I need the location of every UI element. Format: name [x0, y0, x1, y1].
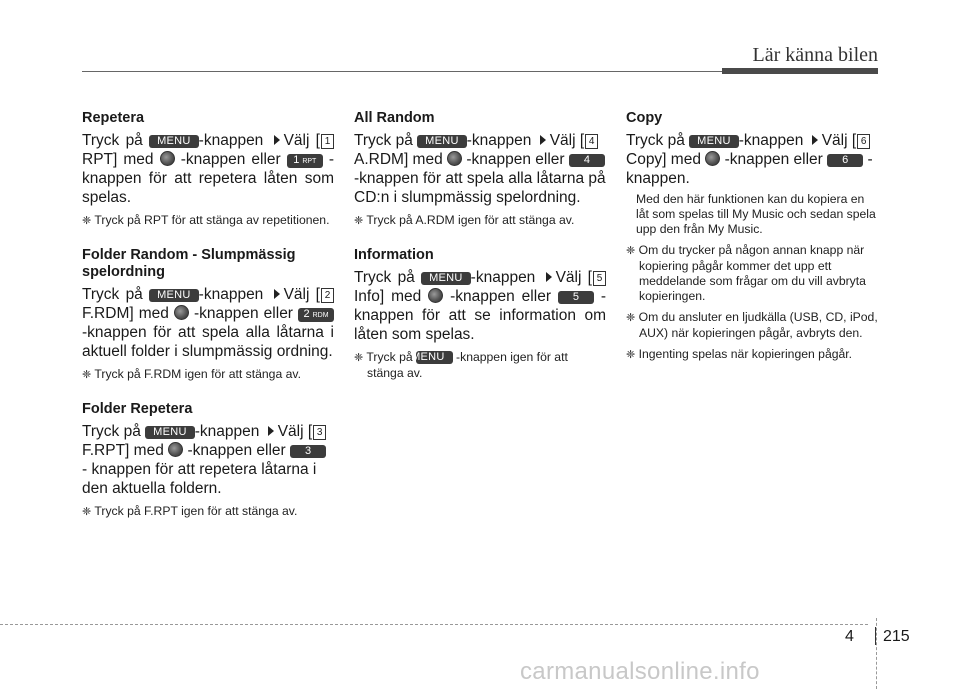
copy-description: Med den här funktionen kan du kopiera en låt som spelas till My Music och sedan spela upp den från My Music. — [636, 192, 876, 236]
text: - — [82, 461, 88, 478]
arrow-right-icon — [268, 426, 274, 436]
note-folder-repetera — [82, 504, 334, 520]
column-1 — [82, 110, 334, 520]
note-copy-1 — [626, 243, 878, 304]
page-number-separator — [875, 627, 876, 645]
text: -knappen för att spela alla låtarna på CD:n i slumpmässig spelordning. — [354, 170, 606, 206]
instruction-folder-random — [82, 285, 334, 361]
button-sub: RDM — [312, 312, 329, 319]
note-text: Tryck på — [366, 350, 413, 364]
arrow-right-icon — [546, 272, 552, 282]
text: knappen. — [626, 170, 690, 187]
instruction-information — [354, 268, 606, 344]
text: Välj [ — [555, 269, 592, 286]
text: -knappen eller — [194, 305, 293, 322]
text: Tryck på — [82, 286, 143, 303]
menu-button-icon: MENU — [421, 272, 471, 285]
tune-knob-icon — [705, 151, 720, 166]
note-repetera — [82, 213, 334, 229]
text: Tryck på — [626, 132, 685, 149]
boxed-number-icon: 4 — [585, 134, 598, 149]
text: -knappen — [466, 132, 532, 149]
section-title-folder-random: Folder Random - Slumpmässig spelordning — [82, 247, 296, 280]
text: - — [867, 151, 873, 168]
button-3-icon: 3 — [290, 445, 326, 458]
text: knappen för att repetera låtarna i den aktuella foldern. — [82, 461, 317, 497]
text: -knappen eller — [724, 151, 823, 168]
text: RPT] med — [82, 151, 154, 168]
instruction-all-random — [354, 131, 606, 207]
note-copy-3 — [626, 347, 878, 363]
menu-button-icon: MENU — [417, 135, 467, 148]
section-title-repetera: Repetera — [82, 110, 145, 126]
arrow-right-icon — [274, 289, 280, 299]
text: -knappen — [198, 286, 264, 303]
boxed-number-icon: 6 — [857, 134, 870, 149]
note-text: Tryck på F.RDM igen för att stänga av. — [94, 367, 301, 381]
note-mark-icon: ❈ — [626, 349, 636, 361]
section-title-all-random: All Random — [354, 110, 435, 126]
menu-button-icon: MENU — [149, 135, 199, 148]
text: Tryck på — [82, 132, 143, 149]
menu-button-icon: MENU — [149, 289, 199, 302]
arrow-right-icon — [274, 135, 280, 145]
note-mark-icon: ❈ — [82, 369, 92, 381]
text: F.RDM] med — [82, 305, 169, 322]
text: -knappen eller — [187, 442, 286, 459]
instruction-copy — [626, 131, 878, 188]
text: Tryck på — [354, 132, 413, 149]
watermark: carmanualsonline.info — [520, 658, 760, 685]
note-information — [354, 350, 606, 381]
text: - — [600, 288, 607, 305]
tune-knob-icon — [160, 151, 175, 166]
boxed-number-icon: 5 — [593, 271, 606, 286]
note-text: Om du trycker på någon annan knapp när kopiering pågår kommer det upp ett meddelande som frågar om du vill avbryta kopieringen. — [638, 243, 866, 303]
note-text: Tryck på F.RPT igen för att stänga av. — [94, 504, 298, 518]
text: Info] med — [354, 288, 422, 305]
text: -knappen eller — [450, 288, 551, 305]
note-text: Ingenting spelas när kopieringen pågår. — [638, 347, 853, 361]
button-number: 2 — [303, 308, 310, 320]
text: Välj [ — [283, 132, 320, 149]
text: F.RPT] med — [82, 442, 164, 459]
button-4-icon: 4 — [569, 154, 605, 167]
text: - — [328, 151, 335, 168]
arrow-right-icon — [812, 135, 818, 145]
section-title-copy: Copy — [626, 110, 663, 126]
text: A.RDM] med — [354, 151, 443, 168]
instruction-repetera — [82, 131, 334, 207]
header-rule-thick — [722, 68, 878, 74]
boxed-number-icon: 2 — [321, 288, 334, 303]
instruction-folder-repetera — [82, 422, 334, 498]
tune-knob-icon — [447, 151, 462, 166]
note-mark-icon: ❈ — [82, 215, 92, 227]
text: Välj [ — [549, 132, 585, 149]
button-6-icon: 6 — [827, 154, 863, 167]
note-mark-icon: ❈ — [626, 245, 636, 257]
menu-button-icon: MENU — [145, 426, 195, 439]
note-text: Tryck på RPT för att stänga av repetitionen. — [94, 213, 330, 227]
note-text: Om du ansluter en ljudkälla (USB, CD, iPod, AUX) när kopieringen pågår, avbryts den. — [638, 310, 878, 340]
text: knappen för att repetera låten som spelas. — [82, 170, 334, 206]
text: Tryck på — [82, 423, 141, 440]
menu-button-icon: MENU — [689, 135, 739, 148]
button-2-rdm-icon — [298, 308, 334, 322]
footer-vertical-rule — [876, 618, 877, 689]
text: -knappen för att spela alla låtarna i aktuell folder i slumpmässig ordning. — [82, 324, 334, 360]
button-1-rpt-icon — [287, 154, 323, 168]
tune-knob-icon — [168, 442, 183, 457]
note-text: -knappen igen för att stänga av. — [367, 350, 568, 380]
column-2 — [354, 110, 606, 381]
text: Välj [ — [277, 423, 313, 440]
text: -knappen — [470, 269, 536, 286]
section-title-folder-repetera: Folder Repetera — [82, 401, 193, 417]
section-title-information: Information — [354, 247, 434, 263]
note-text: Tryck på A.RDM igen för att stänga av. — [366, 213, 575, 227]
menu-button-icon: MENU — [416, 351, 453, 364]
text: -knappen — [198, 132, 264, 149]
note-mark-icon: ❈ — [354, 215, 364, 227]
arrow-right-icon — [540, 135, 546, 145]
button-5-icon: 5 — [558, 291, 594, 304]
page-header-title: Lär känna bilen — [752, 44, 878, 66]
footer-rule — [0, 624, 868, 625]
note-mark-icon: ❈ — [82, 506, 92, 518]
tune-knob-icon — [174, 305, 189, 320]
note-copy-2 — [626, 310, 878, 341]
note-folder-random — [82, 367, 334, 383]
page-number: 215 — [883, 628, 910, 645]
chapter-number: 4 — [845, 628, 854, 645]
column-3 — [626, 110, 878, 363]
boxed-number-icon: 1 — [321, 134, 334, 149]
note-mark-icon: ❈ — [354, 352, 364, 364]
text: -knappen eller — [180, 151, 281, 168]
boxed-number-icon: 3 — [313, 425, 326, 440]
text: knappen för att se information om låten som spelas. — [354, 307, 606, 343]
text: Välj [ — [283, 286, 320, 303]
button-sub: RPT — [302, 158, 317, 165]
text: -knappen eller — [466, 151, 565, 168]
tune-knob-icon — [428, 288, 443, 303]
text: Välj [ — [821, 132, 857, 149]
header-rule — [82, 71, 722, 72]
text: -knappen — [738, 132, 804, 149]
text: -knappen — [194, 423, 260, 440]
note-mark-icon: ❈ — [626, 312, 636, 324]
button-number: 1 — [293, 154, 300, 166]
note-all-random — [354, 213, 606, 229]
text: Copy] med — [626, 151, 701, 168]
text: Tryck på — [354, 269, 415, 286]
